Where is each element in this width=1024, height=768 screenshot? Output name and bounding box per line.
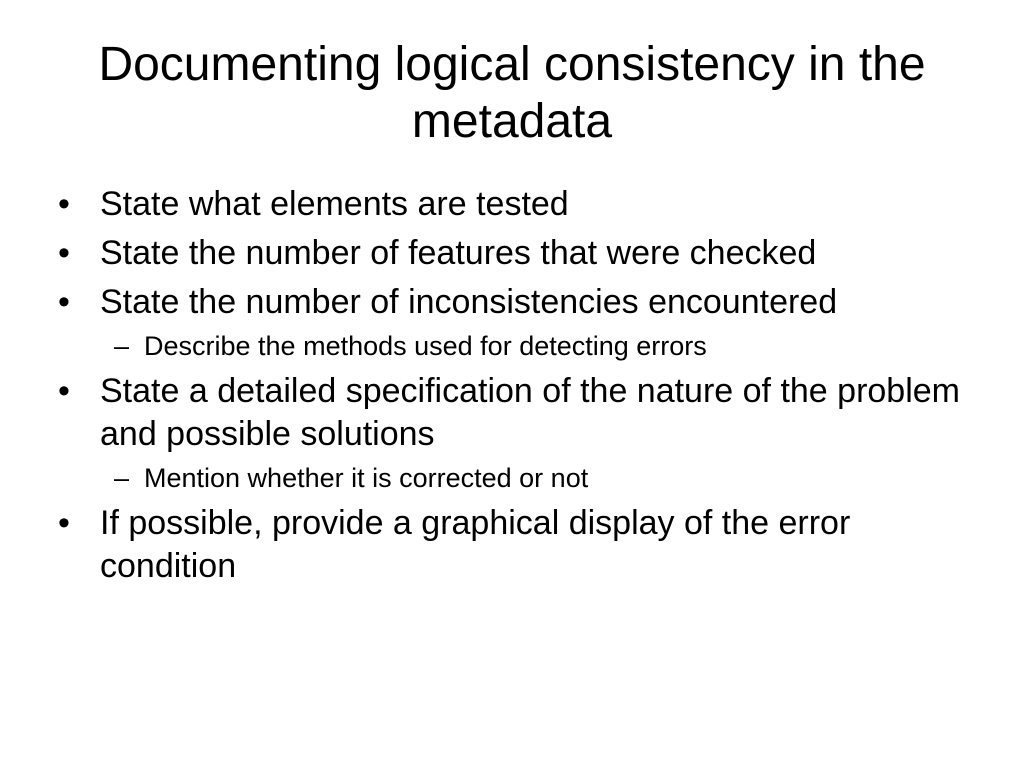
sub-bullet-item xyxy=(58,329,988,363)
bullet-icon: • xyxy=(58,283,70,321)
sub-bullet-item xyxy=(58,461,988,495)
dash-icon: – xyxy=(114,331,130,361)
bullet-text: State a detailed specification of the nature of the problem and possible solutions xyxy=(100,372,960,453)
bullet-text: State the number of inconsistencies encountered xyxy=(100,283,838,321)
bullet-list xyxy=(58,183,988,594)
bullet-icon: • xyxy=(58,185,70,223)
bullet-icon: • xyxy=(58,504,70,542)
bullet-icon: • xyxy=(58,234,70,272)
bullet-item xyxy=(58,502,988,588)
bullet-text: State the number of features that were checked xyxy=(100,234,817,272)
sub-bullet-text: Mention whether it is corrected or not xyxy=(144,463,589,493)
bullet-icon: • xyxy=(58,372,70,410)
slide-title: Documenting logical consistency in the metadata xyxy=(98,38,926,148)
bullet-item xyxy=(58,232,988,275)
bullet-item xyxy=(58,281,988,324)
bullet-text: State what elements are tested xyxy=(100,185,569,223)
sub-bullet-text: Describe the methods used for detecting errors xyxy=(144,331,707,361)
bullet-item xyxy=(58,183,988,226)
dash-icon: – xyxy=(114,463,130,493)
bullet-item xyxy=(58,370,988,456)
bullet-text: If possible, provide a graphical display of the error condition xyxy=(100,504,851,585)
